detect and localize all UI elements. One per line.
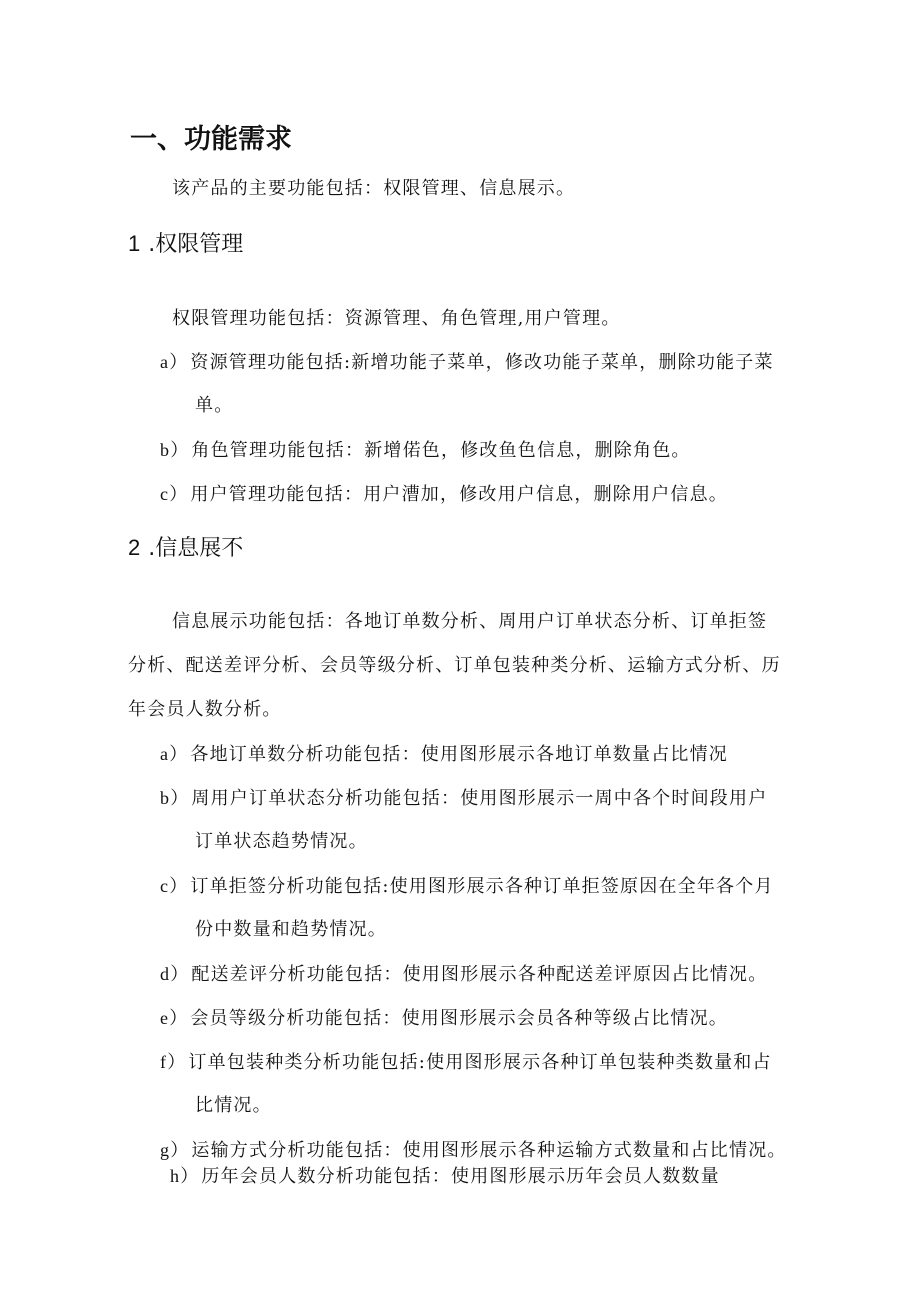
section1-heading (128, 229, 243, 260)
list-continuation: 订单状态趋势情况。 (195, 831, 368, 852)
section1-title: .权限管理 (148, 232, 244, 257)
list-item (160, 961, 767, 988)
intro-paragraph: 该产品的主要功能包括：权限管理、信息展示。 (172, 178, 576, 199)
list-text: 订单拒签分析功能包括:使用图形展示各种订单拒签原因在全年各个月 (190, 876, 774, 897)
list-marker: c） (160, 484, 189, 504)
section1-number: 1 (128, 231, 141, 256)
section2-intro-line: 年会员人数分析。 (128, 699, 282, 720)
list-text: 会员等级分析功能包括：使用图形展示会员各种等级占比情况。 (190, 1008, 728, 1029)
list-item (160, 741, 728, 768)
section1-intro: 权限管理功能包括：资源管理、角色管理,用户管理。 (172, 308, 621, 329)
list-item (160, 1137, 787, 1164)
list-marker: a） (160, 744, 189, 764)
section2-title: .信息展不 (148, 536, 244, 561)
list-marker: h） (170, 1166, 200, 1186)
section2-heading (128, 533, 243, 564)
list-marker: b） (160, 788, 190, 808)
list-text: 周用户订单状态分析功能包括：使用图形展示一周中各个时间段用户 (191, 788, 768, 809)
list-marker: c） (160, 876, 189, 896)
list-item (160, 785, 767, 812)
list-item (160, 1005, 728, 1032)
list-text: 各地订单数分析功能包括：使用图形展示各地订单数量占比情况 (190, 744, 728, 765)
list-text: 配送差评分析功能包括：使用图形展示各种配送差评原因占比情况。 (191, 964, 768, 985)
list-text: 角色管理功能包括：新增偌色，修改鱼色信息，删除角色。 (191, 440, 691, 461)
section2-intro-line: 信息展示功能包括：各地订单数分析、周用户订单状态分析、订单拒签 (172, 611, 768, 632)
list-text: 历年会员人数分析功能包括：使用图形展示历年会员人数数量 (201, 1166, 720, 1187)
list-text: 运输方式分析功能包括：使用图形展示各种运输方式数量和占比情况。 (191, 1140, 787, 1161)
list-text: 订单包装种类分析功能包括:使用图形展示各种订单包装种类数量和占 (188, 1052, 772, 1073)
list-marker: f） (160, 1052, 187, 1072)
list-continuation: 单。 (195, 395, 234, 416)
list-marker: g） (160, 1140, 190, 1160)
list-marker: a） (160, 352, 189, 372)
list-item (170, 1163, 720, 1190)
list-item (160, 349, 774, 376)
list-text: 资源管理功能包括:新增功能子菜单，修改功能子菜单，删除功能子菜 (190, 352, 774, 373)
list-continuation: 比情况。 (195, 1095, 272, 1116)
section2-intro-line: 分析、配送差评分析、会员等级分析、订单包装种类分析、运输方式分析、历 (128, 655, 781, 676)
list-item (160, 1049, 772, 1076)
list-marker: d） (160, 964, 190, 984)
list-item (160, 437, 691, 464)
list-item (160, 481, 728, 508)
list-item (160, 873, 774, 900)
list-text: 用户管理功能包括：用户漕加，修改用户信息，删除用户信息。 (190, 484, 728, 505)
list-marker: b） (160, 440, 190, 460)
section-heading: 一、功能需求 (130, 124, 292, 155)
list-continuation: 份中数量和趋势情况。 (195, 919, 387, 940)
list-marker: e） (160, 1008, 189, 1028)
section2-number: 2 (128, 535, 141, 560)
